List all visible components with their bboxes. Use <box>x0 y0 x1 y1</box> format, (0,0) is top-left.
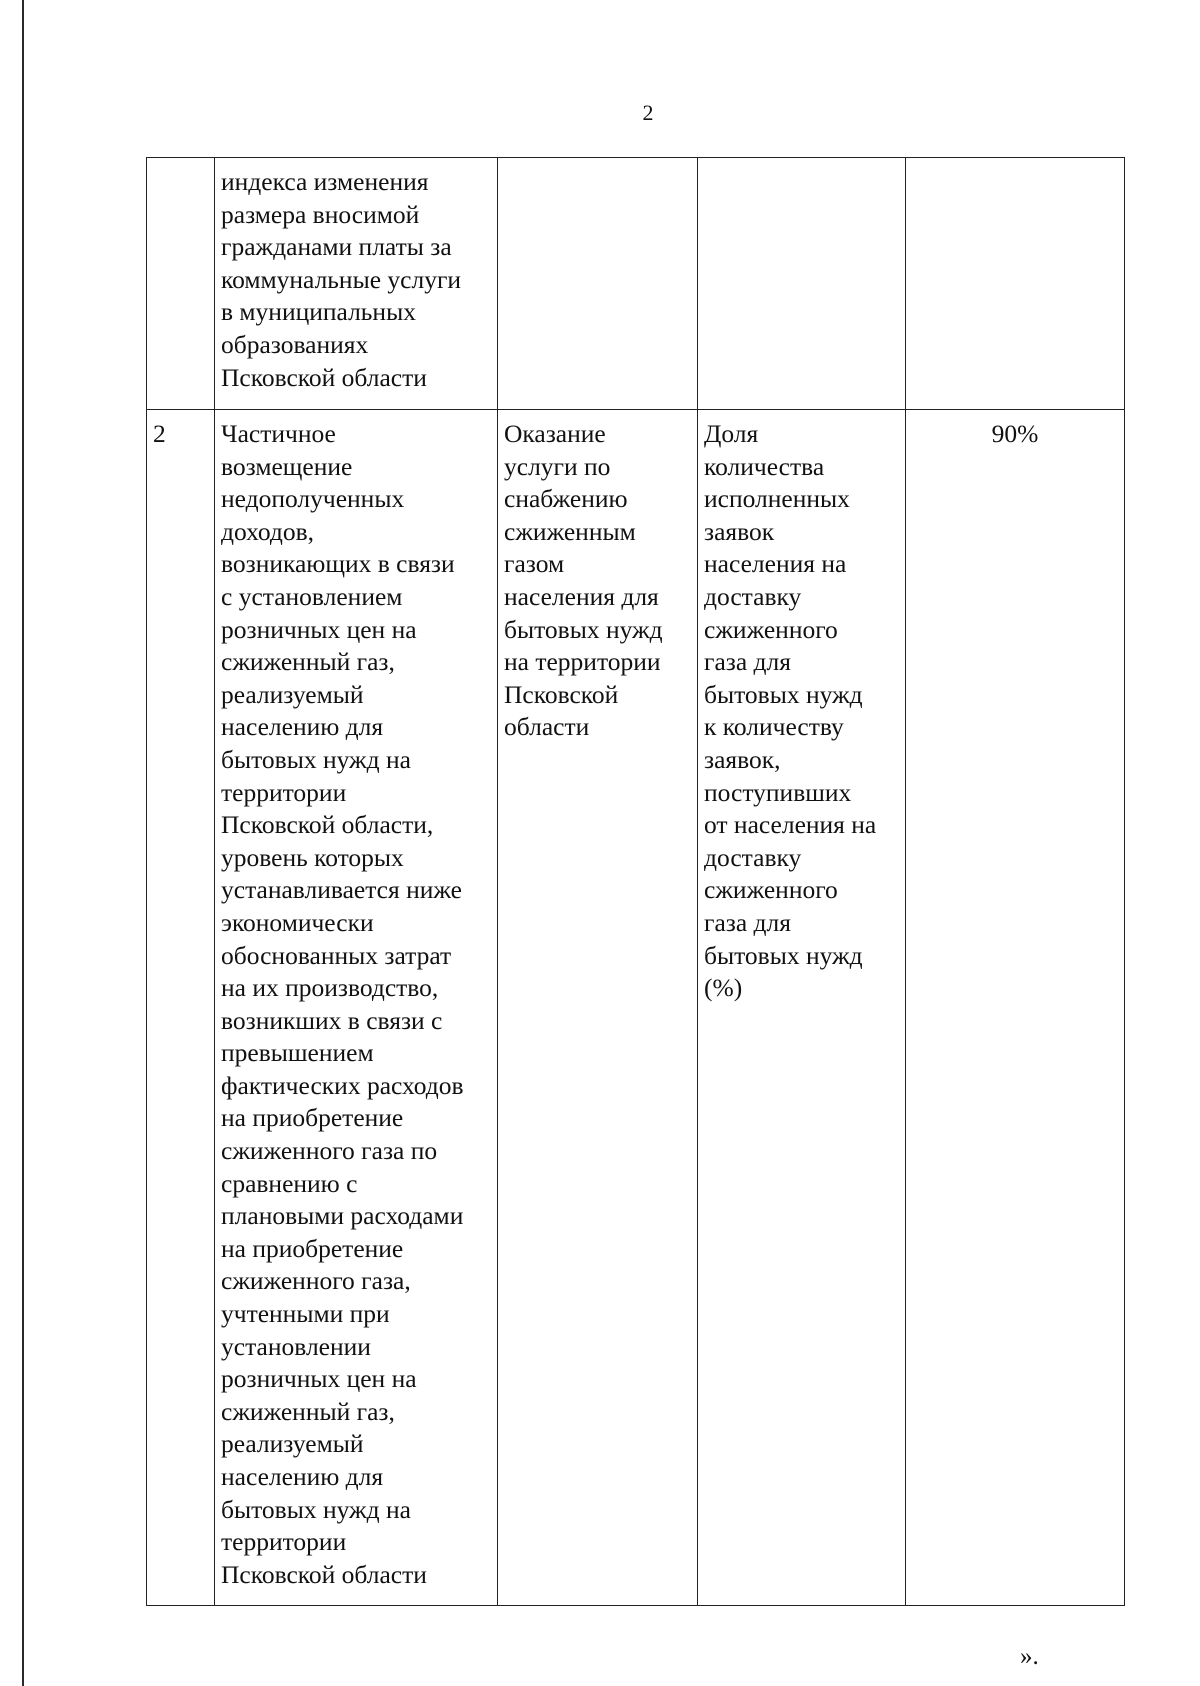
service-cell <box>498 158 698 410</box>
description-cell: Частичное возмещение недополученных доходов, возникающих в связи с установлением розничных цен на сжиженный газ, реализуемый населению для бытовых нужд на территории Псковской области, уровень которых устанавливается ниже экономически обоснованных затрат на их производство, возникших в связи с превышением фактических расходов на приобретение сжиженного газа по сравнению с плановыми расходами на приобретение сжиженного газа, учтенными при установлении розничных цен на сжиженный газ, реализуемый населению для бытовых нужд на территории Псковской области <box>215 410 498 1606</box>
value-cell: 90% <box>906 410 1125 1606</box>
scan-edge-line <box>22 0 24 1686</box>
indicator-cell: Доля количества исполненных заявок населения на доставку сжиженного газа для бытовых нужд к количеству заявок, поступивших от населения на доставку сжиженного газа для бытовых нужд (%) <box>698 410 906 1606</box>
value-cell <box>906 158 1125 410</box>
row-number-cell: 2 <box>147 410 215 1606</box>
indicator-cell <box>698 158 906 410</box>
description-cell: индекса изменения размера вносимой гражданами платы за коммунальные услуги в муниципальных образованиях Псковской области <box>215 158 498 410</box>
table-row-2 <box>147 410 1125 1606</box>
subsidy-table <box>146 157 1125 1606</box>
page-number: 2 <box>642 100 654 125</box>
row-number-cell <box>147 158 215 410</box>
service-cell: Оказание услуги по снабжению сжиженным газом населения для бытовых нужд на территории Псковской области <box>498 410 698 1606</box>
closing-quote-mark: ». <box>1020 1643 1039 1670</box>
table-row-continuation <box>147 158 1125 410</box>
